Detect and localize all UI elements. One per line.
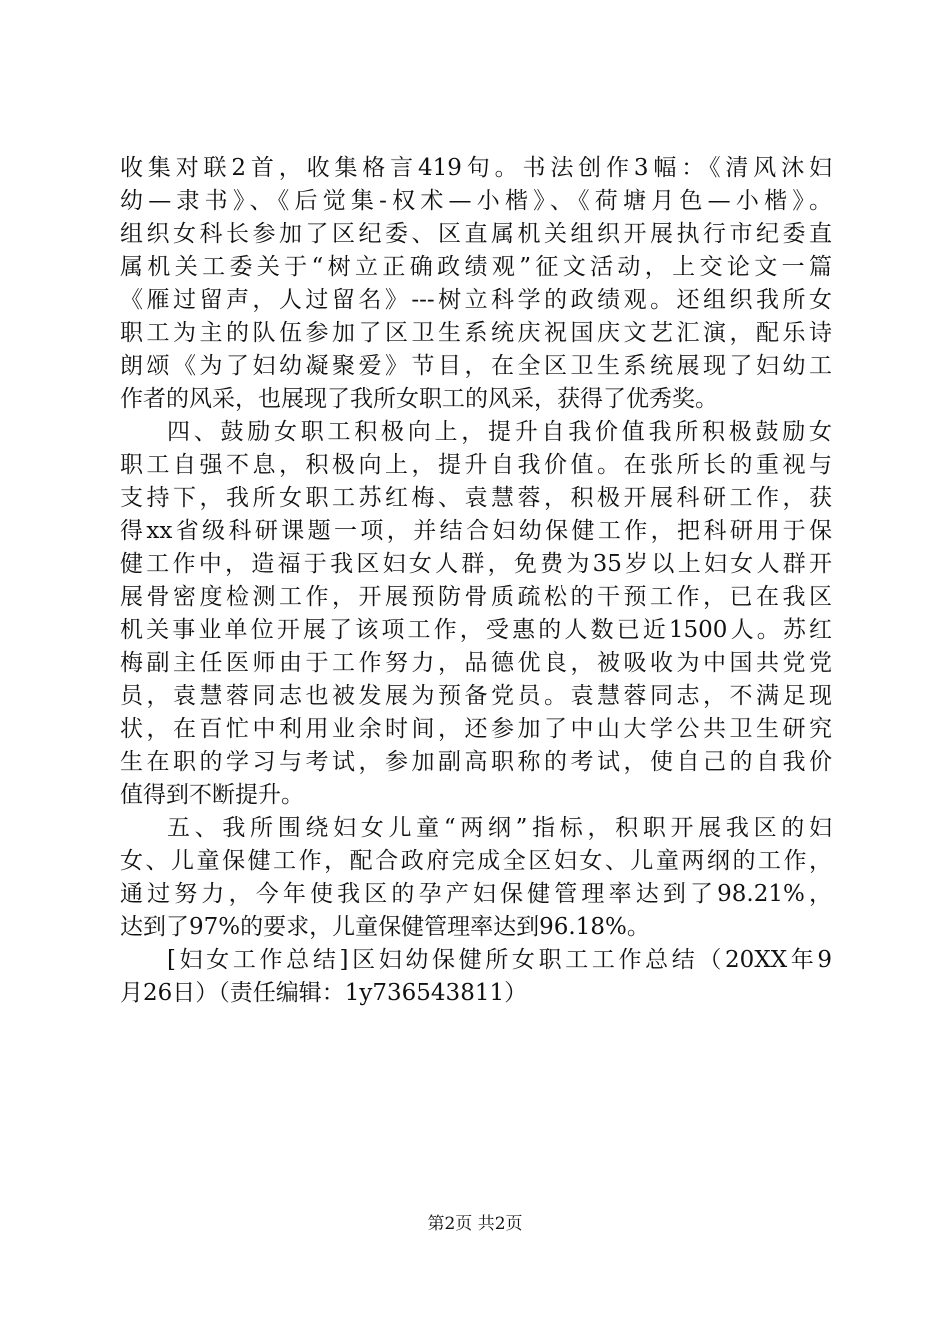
body-line: 值得到不断提升。 <box>120 782 304 808</box>
body-line: 作者的风采，也展现了我所女职工的风采，获得了优秀奖。 <box>120 386 718 412</box>
closing-note-line: [妇女工作总结]区妇幼保健所女职工工作总结（20XX年9 <box>167 947 832 973</box>
body-line: 朗颂《为了妇幼凝聚爱》节目，在全区卫生系统展现了妇幼工 <box>120 353 832 379</box>
body-line: 女、儿童保健工作，配合政府完成全区妇女、儿童两纲的工作， <box>120 848 832 874</box>
body-line: 生在职的学习与考试，参加副高职称的考试，使自己的自我价 <box>120 749 832 775</box>
body-line: 幼—隶书》、《后觉集-权术—小楷》、《荷塘月色—小楷》。 <box>120 188 832 214</box>
body-line: 职工自强不息，积极向上，提升自我价值。在张所长的重视与 <box>120 452 832 478</box>
body-line: 员，袁慧蓉同志也被发展为预备党员。袁慧蓉同志，不满足现 <box>120 683 832 709</box>
body-line: 属机关工委关于“树立正确政绩观”征文活动，上交论文一篇 <box>120 254 832 280</box>
body-line: 状，在百忙中利用业余时间，还参加了中山大学公共卫生研究 <box>120 716 832 742</box>
body-line: 得xx省级科研课题一项，并结合妇幼保健工作，把科研用于保 <box>120 518 832 544</box>
closing-note-line: 月26日）（责任编辑：1y736543811） <box>120 980 528 1006</box>
body-line: 支持下，我所女职工苏红梅、袁慧蓉，积极开展科研工作，获 <box>120 485 832 511</box>
section-four-heading-line: 四、鼓励女职工积极向上，提升自我价值我所积极鼓励女 <box>167 419 832 445</box>
section-five-heading-line: 五、我所围绕妇女儿童“两纲”指标，积职开展我区的妇 <box>167 815 832 841</box>
body-line: 通过努力，今年使我区的孕产妇保健管理率达到了98.21%， <box>120 881 832 907</box>
body-line: 《雁过留声，人过留名》---树立科学的政绩观。还组织我所女 <box>120 287 832 313</box>
body-line: 达到了97%的要求，儿童保健管理率达到96.18%。 <box>120 914 650 940</box>
body-line: 收集对联2首，收集格言419句。书法创作3幅：《清风沐妇 <box>120 155 832 181</box>
body-line: 机关事业单位开展了该项工作，受惠的人数已近1500人。苏红 <box>120 617 832 643</box>
page-number-footer: 第2页 共2页 <box>427 1214 523 1234</box>
body-line: 组织女科长参加了区纪委、区直属机关组织开展执行市纪委直 <box>120 221 832 247</box>
body-line: 健工作中，造福于我区妇女人群，免费为35岁以上妇女人群开 <box>120 551 832 577</box>
body-line: 职工为主的队伍参加了区卫生系统庆祝国庆文艺汇演，配乐诗 <box>120 320 832 346</box>
document-body <box>120 152 832 1010</box>
body-line: 梅副主任医师由于工作努力，品德优良，被吸收为中国共党党 <box>120 650 832 676</box>
body-line: 展骨密度检测工作，开展预防骨质疏松的干预工作，已在我区 <box>120 584 832 610</box>
